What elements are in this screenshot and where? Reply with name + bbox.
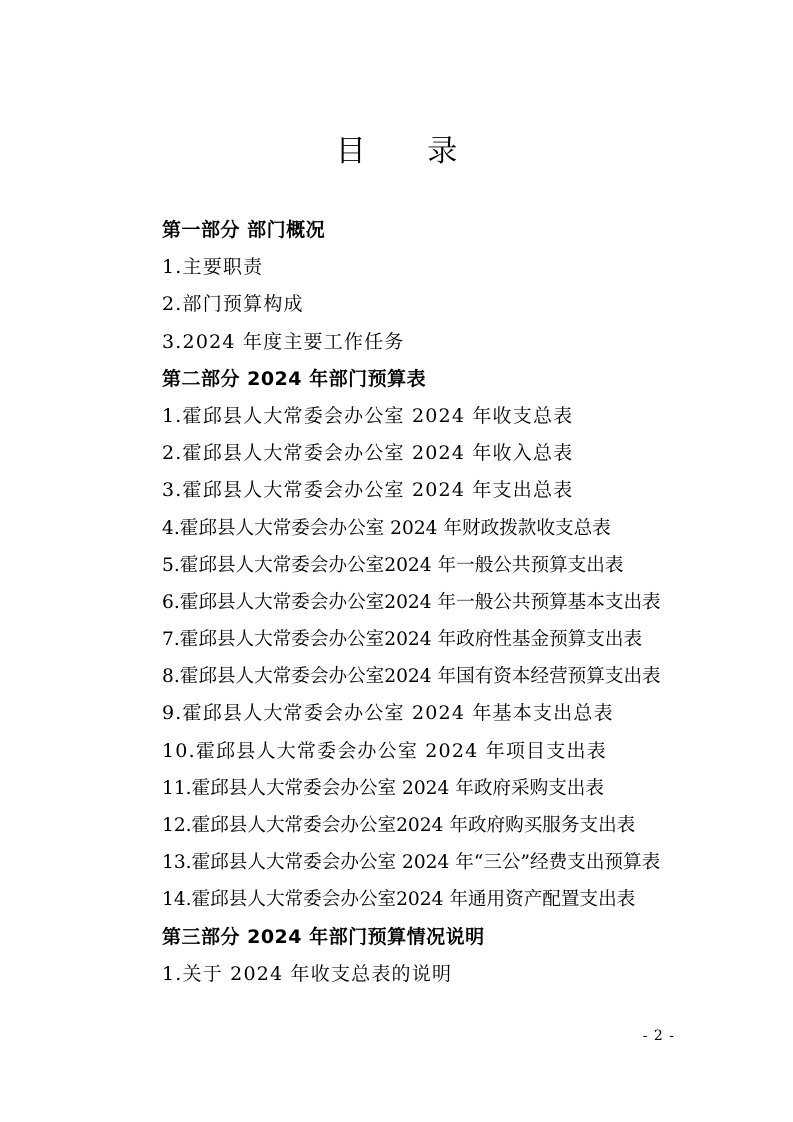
page-title: 目 录 (335, 134, 484, 169)
toc-item: 10.霍邱县人大常委会办公室 2024 年项目支出表 (162, 739, 607, 762)
page-number: - 2 - (642, 1028, 675, 1044)
toc-item: 7.霍邱县人大常委会办公室2024 年政府性基金预算支出表 (162, 629, 643, 651)
toc-item: 1.霍邱县人大常委会办公室 2024 年收支总表 (162, 404, 574, 427)
toc-item: 3.2024 年度主要工作任务 (162, 330, 405, 353)
toc-item: 2.霍邱县人大常委会办公室 2024 年收入总表 (162, 442, 574, 465)
toc-item: 2.部门预算构成 (162, 293, 304, 316)
toc-item: 3.霍邱县人大常委会办公室 2024 年支出总表 (162, 479, 574, 502)
toc-section-2: 第二部分 2024 年部门预算表 (162, 367, 427, 390)
toc-item: 1.关于 2024 年收支总表的说明 (162, 962, 453, 985)
table-of-contents (162, 212, 722, 993)
toc-item: 9.霍邱县人大常委会办公室 2024 年基本支出总表 (162, 702, 614, 725)
toc-item: 4.霍邱县人大常委会办公室 2024 年财政拨款收支总表 (162, 517, 611, 539)
toc-item: 14.霍邱县人大常委会办公室2024 年通用资产配置支出表 (162, 889, 636, 911)
toc-item: 6.霍邱县人大常委会办公室2024 年一般公共预算基本支出表 (162, 591, 661, 613)
toc-section-1: 第一部分 部门概况 (162, 219, 326, 241)
toc-item: 11.霍邱县人大常委会办公室 2024 年政府采购支出表 (162, 777, 604, 799)
toc-item: 5.霍邱县人大常委会办公室2024 年一般公共预算支出表 (162, 554, 624, 576)
toc-item: 8.霍邱县人大常委会办公室2024 年国有资本经营预算支出表 (162, 666, 661, 688)
toc-item: 13.霍邱县人大常委会办公室 2024 年“三公”经费支出预算表 (162, 852, 661, 874)
toc-section-3: 第三部分 2024 年部门预算情况说明 (162, 925, 485, 948)
toc-item: 1.主要职责 (162, 256, 264, 279)
toc-item: 12.霍邱县人大常委会办公室2024 年政府购买服务支出表 (162, 815, 636, 836)
